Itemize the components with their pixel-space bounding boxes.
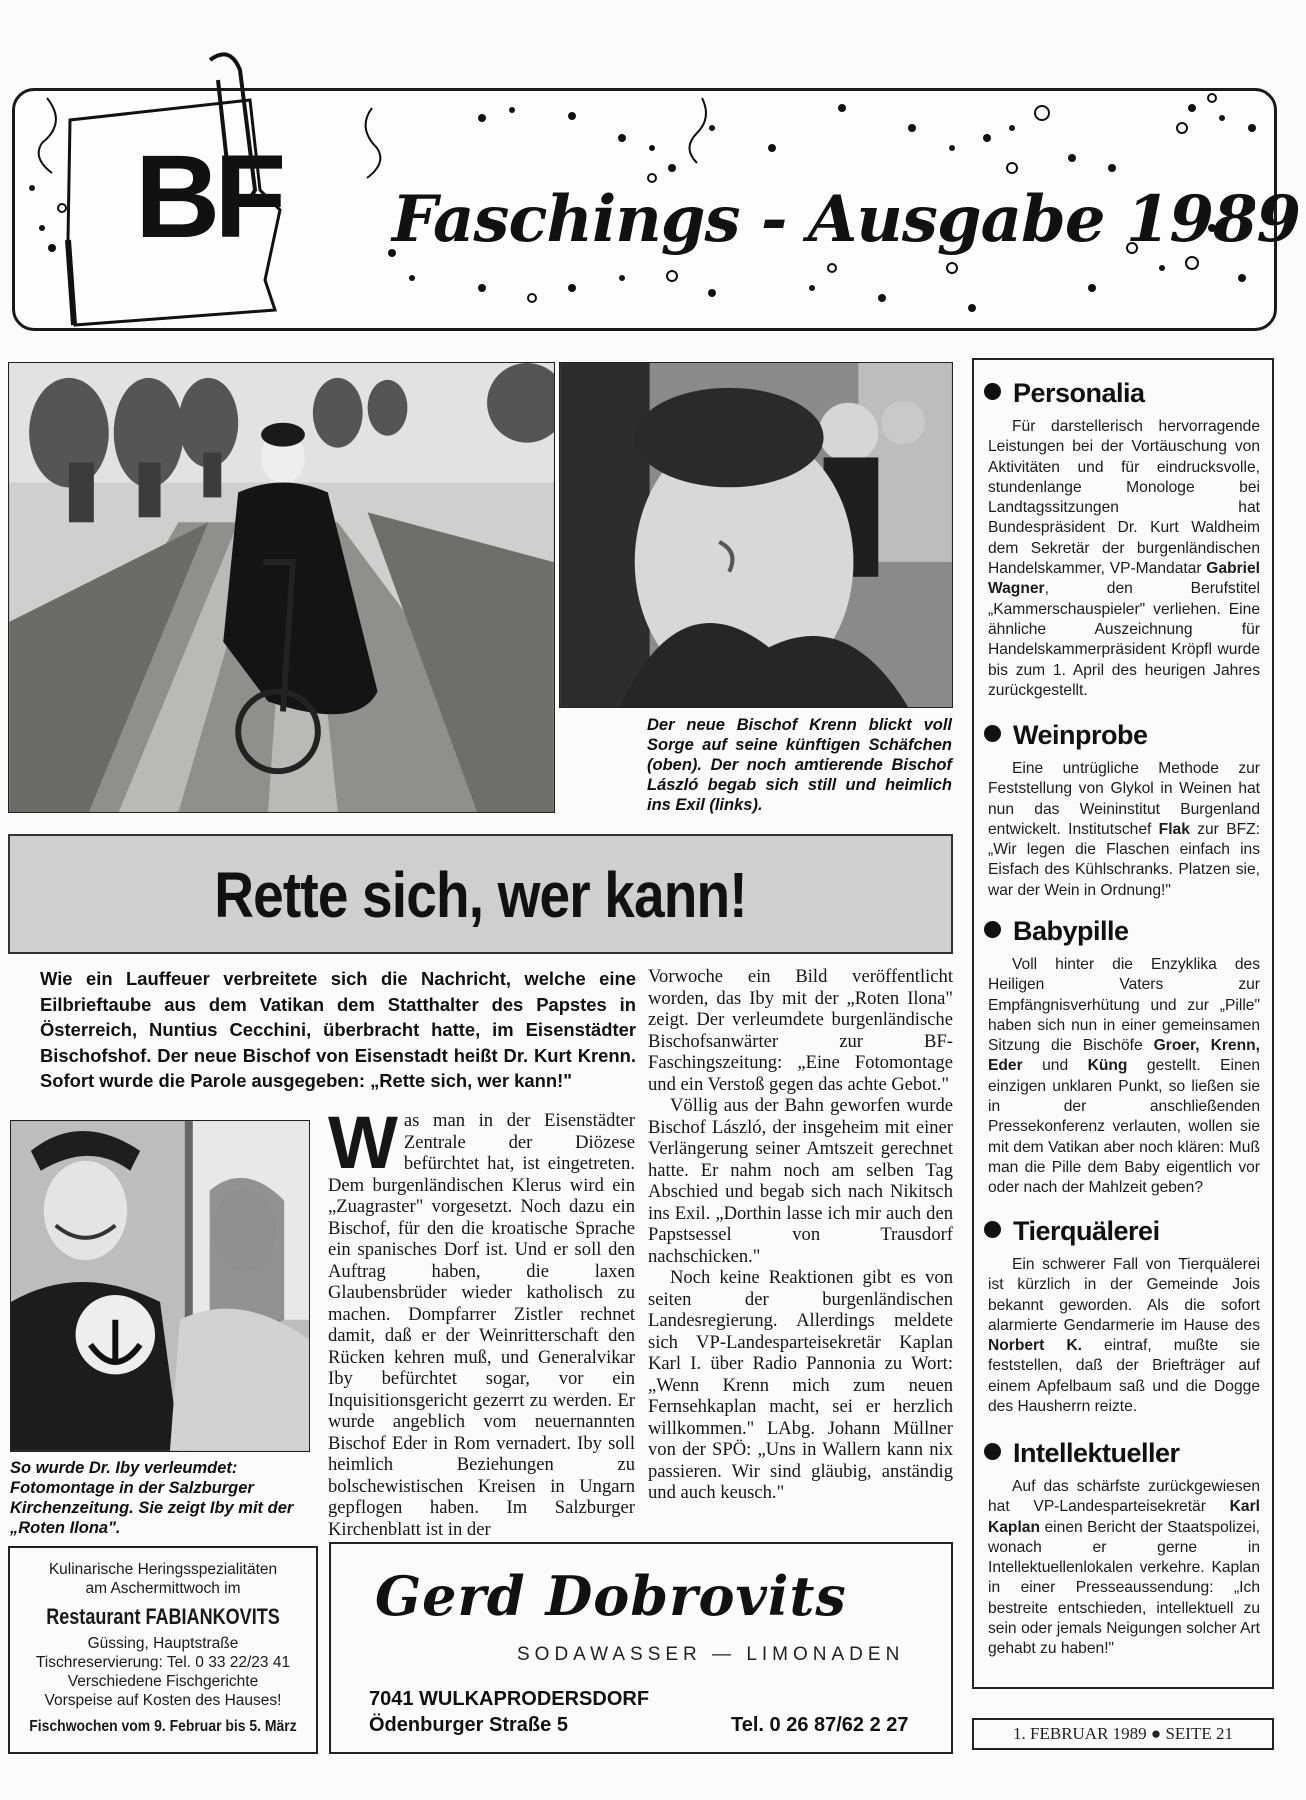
section-heading: Intellektueller bbox=[974, 1438, 1272, 1469]
dobrovits-street: Ödenburger Straße 5 bbox=[369, 1714, 568, 1736]
bullet-icon bbox=[984, 725, 1001, 742]
dobrovits-name: Gerd Dobrovits bbox=[375, 1564, 847, 1628]
section-heading: Personalia bbox=[974, 378, 1272, 409]
column-2-para-1: Vorwoche ein Bild veröffentlicht worden, das Iby mit der „Roten Ilona" zeigt. Der verleumdete burgenländische Bischofsanwärter zur BF-Faschingszeitung: „Eine Fotomontage und ein Verstoß gegen das achte Gebot." bbox=[648, 966, 953, 1095]
section-text: Voll hinter die Enzyklika des Heiligen Vaters zur Empfängnisverhütung und zur „Pille" haben sich nun in einer gemeinsamen Sitzung die Bischöfe Groer, Krenn, Eder und Küng gestellt. Einen einzigen unklaren Punkt, so ließen sie in der anschließenden Pressekonferenz verlauten, wollen sie mit dem Vatikan aber noch klären: Muß man die Pille dem Baby eigentlich vor oder nach der Mahlzeit geben? bbox=[988, 956, 1260, 1197]
sidebar-section-personalia bbox=[974, 378, 1272, 701]
section-text: Ein schwerer Fall von Tierquälerei ist kürzlich in der Gemeinde Jois bekannt geworden. Als die sofort alarmierte Gendarmerie im Hause des Norbert K. eintraf, mußte sie feststellen, daß der Briefträger auf einem Apfelbaum saß und die Dogge des Hausherrn reizte. bbox=[988, 1256, 1260, 1416]
bullet-icon bbox=[984, 1221, 1001, 1238]
photo-iby-fotomontage bbox=[10, 1120, 310, 1452]
article-column-2 bbox=[648, 966, 953, 1504]
dobrovits-tagline: SODAWASSER — LIMONADEN bbox=[517, 1644, 905, 1665]
article-lead: Wie ein Lauffeuer verbreitete sich die Nachricht, welche eine Eilbrieftaube aus dem Vatikan dem Statthalter des Papstes in Österreich, Nuntius Cecchini, überbracht hatte, im Eisenstädter Bischofshof. Der neue Bischof von Eisenstadt heißt Dr. Kurt Krenn. Sofort wurde die Parole ausgegeben: „Rette sich, wer kann!" bbox=[40, 968, 636, 1091]
dobrovits-city: 7041 WULKAPRODERSDORF bbox=[369, 1688, 650, 1710]
section-heading: Babypille bbox=[974, 916, 1272, 947]
column-1-text: as man in der Eisenstädter Zentrale der Diözese befürchtet hat, ist eingetreten. Dem burgenländischen Klerus wird ein „Zuagraster" vorgesetzt. Noch dazu ein Bischof, für den die kroatische Sprache ein spanisches Dorf ist. Und er soll den Auftrag haben, die laxen Glaubensbrüder wieder katholisch zu machen. Dompfarrer Zistler rechnet damit, daß er der Weinritterschaft den Rücken kehren muß, und Generalvikar Iby befürchtet sogar, vor ein Inquisitionsgericht gezerrt zu werden. Er wurde angeblich vom neuernannten Bischof Eder in Rom vernadert. Iby soll heimlich Beziehungen zu bolschewistischen Kreisen in Ungarn gepflogen haben. Im Salzburger Kirchenblatt ist in der bbox=[328, 1110, 635, 1540]
page-footer-date: 1. FEBRUAR 1989 ● SEITE 21 bbox=[972, 1718, 1274, 1750]
sidebar-section-tierquaelerei bbox=[974, 1216, 1272, 1417]
bullet-icon bbox=[984, 1443, 1001, 1460]
restaurant-name: Restaurant FABIANKOVITS bbox=[46, 1604, 280, 1629]
ad-line: Güssing, Hauptstraße bbox=[87, 1635, 239, 1652]
photo-bishop-bicycle bbox=[8, 362, 555, 813]
edition-title: Faschings - Ausgabe 1989 bbox=[392, 182, 1300, 257]
sidebar-section-intellektueller bbox=[974, 1438, 1272, 1660]
ad-gerd-dobrovits bbox=[329, 1542, 953, 1754]
ad-line: Verschiedene Fischgerichte bbox=[67, 1673, 259, 1690]
ad-line: Kulinarische Heringsspezialitäten bbox=[48, 1561, 278, 1578]
sidebar-section-babypille bbox=[974, 916, 1272, 1199]
section-text: Für darstellerisch hervorragende Leistungen bei der Vortäuschung von Aktivitäten und für eindrucksvolle, stundenlange Monologe bei Landtagssitzungen hat Bundespräsident Dr. Kurt Waldheim dem Sekretär der burgenländischen Handelskammer, VP-Mandatar Gabriel Wagner, den Berufstitel „Kammerschauspieler" verliehen. Eine ähnliche Auszeichnung für Handelskammerpräsident Kröpfl wurde bis zum 1. April des heurigen Jahres zurückgestellt. bbox=[988, 418, 1260, 699]
logo-text: BF bbox=[135, 131, 281, 263]
section-heading: Tierquälerei bbox=[974, 1216, 1272, 1247]
column-2-para-2: Völlig aus der Bahn geworfen wurde Bischof László, der insgeheim mit einer Verlängerung seiner Amtszeit gerechnet hatte. Er nahm noch am selben Tag Abschied und begab sich nach Nikitsch ins Exil. „Dorthin lasse ich mir auch den Papstsessel von Trausdorf nachschicken." bbox=[648, 1095, 953, 1267]
sidebar-section-weinprobe bbox=[974, 720, 1272, 901]
ad-restaurant-fabiankovits bbox=[8, 1546, 318, 1754]
article-column-1 bbox=[328, 1101, 635, 1540]
bullet-icon bbox=[984, 921, 1001, 938]
photo-bishop-krenn bbox=[559, 362, 953, 708]
ad-line: Tischreservierung: Tel. 0 33 22/23 41 bbox=[35, 1654, 291, 1671]
column-2-para-3: Noch keine Reaktionen gibt es von seiten der burgenländischen Landesregierung. Allerdings meldete sich VP-Landesparteisekretär Kaplan Karl I. über Radio Pannonia zu Wort: „Wenn Krenn mich zum neuen Fernsehkaplan macht, sei er herzlich willkommen." LAbg. Johann Müllner von der SPÖ: „Uns in Wallern kann nix passieren. Wir sind gläubig, anständig und auch keusch." bbox=[648, 1267, 953, 1503]
ad-fischwochen: Fischwochen vom 9. Februar bis 5. März bbox=[29, 1718, 297, 1735]
bullet-icon bbox=[984, 383, 1001, 400]
ad-line: Vorspeise auf Kosten des Hauses! bbox=[44, 1692, 282, 1709]
caption-top: Der neue Bischof Krenn blickt voll Sorge auf seine künftigen Schäfchen (oben). Der noch amtierende Bischof László begab sich still und heimlich ins Exil (links). bbox=[647, 716, 952, 814]
ad-line: am Aschermittwoch im bbox=[85, 1580, 241, 1597]
section-text: Eine untrügliche Methode zur Feststellung von Glykol in Weinen hat nun das Weininstitut Burgenland entwickelt. Institutschef Flak zur BFZ: „Wir legen die Flaschen einfach ins Eisfach des Kühlschranks. Platzen sie, war der Wein in Ordnung!" bbox=[988, 760, 1260, 899]
caption-left: So wurde Dr. Iby verleumdet: Fotomontage in der Salzburger Kirchenzeitung. Sie zeigt Iby mit der „Roten Ilona". bbox=[10, 1459, 294, 1537]
section-heading: Weinprobe bbox=[974, 720, 1272, 751]
dobrovits-phone: Tel. 0 26 87/62 2 27 bbox=[731, 1714, 909, 1736]
headline: Rette sich, wer kann! bbox=[214, 859, 747, 931]
section-text: Auf das schärfste zurückgewiesen hat VP-Landesparteisekretär Karl Kaplan einen Bericht der Staatspolizei, wonach er gerne in Intellektuellenlokalen verkehre. Kaplan in einer Presseaussendung: „Ich bestreite entschieden, intellektuell zu sein oder jemals Neigungen solcher Art gehabt zu haben!" bbox=[988, 1478, 1260, 1658]
dropcap: W bbox=[328, 1101, 398, 1184]
